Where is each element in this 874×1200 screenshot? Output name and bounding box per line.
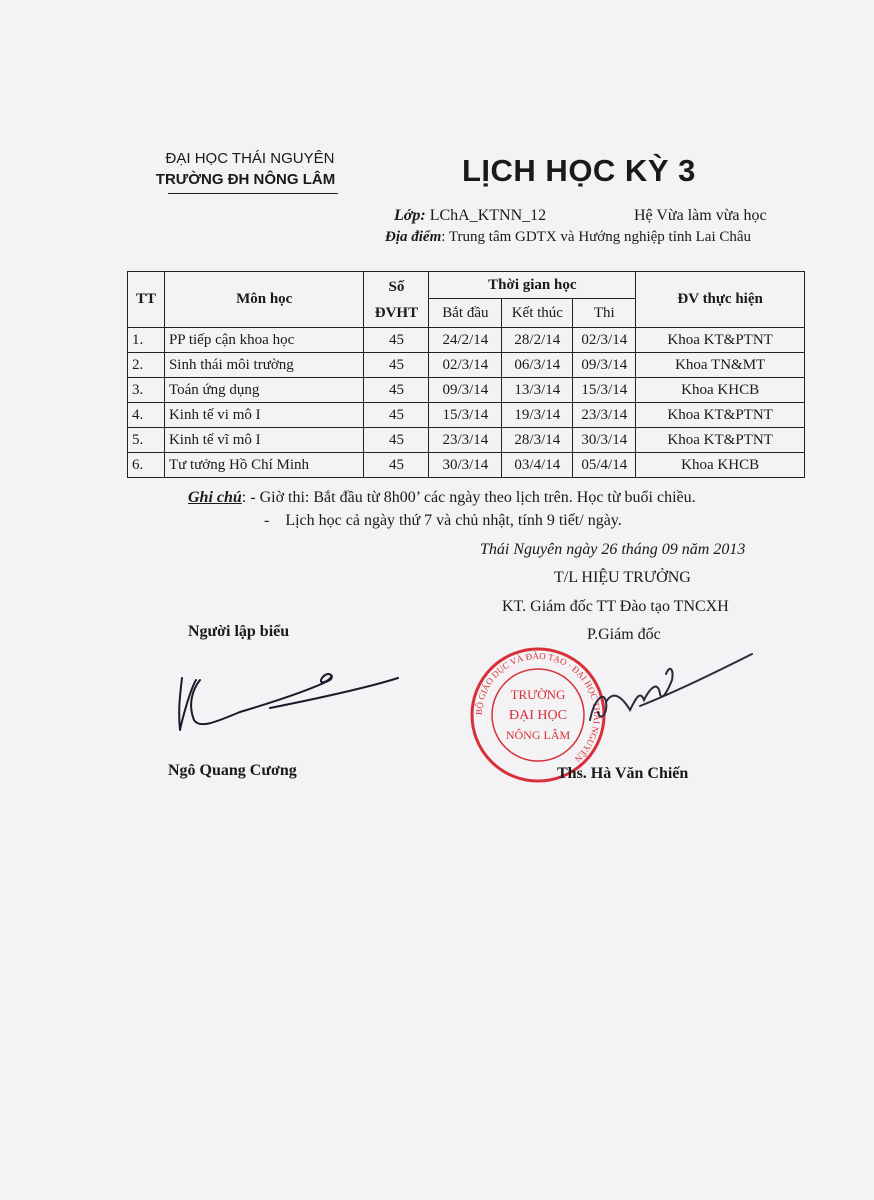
cell-end: 06/3/14 <box>502 353 573 378</box>
header-start: Bắt đầu <box>429 299 502 328</box>
note-label: Ghi chú <box>188 489 242 506</box>
cell-exam: 15/3/14 <box>573 378 636 403</box>
cell-tt: 5. <box>128 428 165 453</box>
header-credits-line1: Số <box>388 278 405 295</box>
seal-line-3: NÔNG LÂM <box>505 728 571 742</box>
note-text-1: : - Giờ thi: Bắt đầu từ 8h00’ các ngày theo lịch trên. Học từ buổi chiều. <box>241 489 696 506</box>
cell-start: 15/3/14 <box>429 403 502 428</box>
authority-line-1: T/L HIỆU TRƯỞNG <box>554 569 691 586</box>
study-system: Hệ Vừa làm vừa học <box>634 207 767 224</box>
cell-start: 30/3/14 <box>429 453 502 478</box>
cell-credits: 45 <box>364 328 429 353</box>
table-header-row <box>128 272 805 299</box>
cell-credits: 45 <box>364 353 429 378</box>
cell-unit: Khoa KHCB <box>636 378 805 403</box>
cell-subject: Sinh thái môi trường <box>164 353 364 378</box>
cell-tt: 1. <box>128 328 165 353</box>
cell-subject: PP tiếp cận khoa học <box>164 328 364 353</box>
cell-start: 09/3/14 <box>429 378 502 403</box>
preparer-name: Ngô Quang Cương <box>168 762 297 779</box>
seal-line-2: ĐẠI HỌC <box>509 708 567 723</box>
table-row <box>128 403 805 428</box>
cell-subject: Toán ứng dụng <box>164 378 364 403</box>
class-info <box>394 207 546 225</box>
signer-signature <box>580 640 760 740</box>
cell-subject: Kinh tế vĩ mô I <box>164 428 364 453</box>
header-exam: Thi <box>573 299 636 328</box>
location-value: : Trung tâm GDTX và Hướng nghiệp tỉnh Lai Châu <box>441 229 752 245</box>
header-subject: Môn học <box>164 272 364 328</box>
cell-tt: 6. <box>128 453 165 478</box>
cell-start: 24/2/14 <box>429 328 502 353</box>
cell-credits: 45 <box>364 428 429 453</box>
authority-line-2: KT. Giám đốc TT Đào tạo TNCXH <box>502 598 729 615</box>
cell-subject: Kinh tế vi mô I <box>164 403 364 428</box>
class-value: LChA_KTNN_12 <box>429 207 547 224</box>
schedule-table <box>127 271 805 478</box>
cell-exam: 23/3/14 <box>573 403 636 428</box>
cell-end: 28/2/14 <box>502 328 573 353</box>
table-row <box>128 353 805 378</box>
preparer-signature <box>160 650 400 760</box>
table-row <box>128 428 805 453</box>
seal-ring-text: BỘ GIÁO DỤC VÀ ĐÀO TẠO · ĐẠI HỌC THÁI NGUYÊN <box>473 650 603 764</box>
cell-exam: 02/3/14 <box>573 328 636 353</box>
header-time: Thời gian học <box>429 272 636 299</box>
cell-unit: Khoa KT&PTNT <box>636 328 805 353</box>
cell-credits: 45 <box>364 453 429 478</box>
cell-start: 23/3/14 <box>429 428 502 453</box>
header-credits <box>364 272 429 328</box>
cell-start: 02/3/14 <box>429 353 502 378</box>
signer-name: Ths. Hà Văn Chiến <box>557 765 689 782</box>
preparer-title: Người lập biểu <box>188 623 290 640</box>
cell-end: 19/3/14 <box>502 403 573 428</box>
header-credits-line2: ĐVHT <box>374 304 419 321</box>
class-label: Lớp: <box>394 207 426 224</box>
cell-tt: 2. <box>128 353 165 378</box>
university-name: ĐẠI HỌC THÁI NGUYÊN <box>165 150 335 167</box>
cell-exam: 30/3/14 <box>573 428 636 453</box>
cell-tt: 4. <box>128 403 165 428</box>
location-label: Địa điểm <box>385 229 442 245</box>
cell-end: 13/3/14 <box>502 378 573 403</box>
cell-exam: 09/3/14 <box>573 353 636 378</box>
location-info <box>385 229 751 246</box>
cell-unit: Khoa KT&PTNT <box>636 403 805 428</box>
cell-unit: Khoa KT&PTNT <box>636 428 805 453</box>
school-underline <box>168 193 338 194</box>
school-name: TRƯỜNG ĐH NÔNG LÂM <box>155 171 336 188</box>
cell-unit: Khoa TN&MT <box>636 353 805 378</box>
note-line-2: - Lịch học cả ngày thứ 7 và chủ nhật, tính 9 tiết/ ngày. <box>264 512 622 529</box>
header-tt: TT <box>128 272 165 328</box>
cell-subject: Tư tưởng Hồ Chí Minh <box>164 453 364 478</box>
cell-end: 28/3/14 <box>502 428 573 453</box>
authority-line-3: P.Giám đốc <box>587 626 661 643</box>
header-end: Kết thúc <box>502 299 573 328</box>
cell-credits: 45 <box>364 378 429 403</box>
issue-date: Thái Nguyên ngày 26 tháng 09 năm 2013 <box>480 541 746 558</box>
cell-exam: 05/4/14 <box>573 453 636 478</box>
table-row <box>128 453 805 478</box>
cell-unit: Khoa KHCB <box>636 453 805 478</box>
document-title: LỊCH HỌC KỲ 3 <box>462 153 696 188</box>
cell-end: 03/4/14 <box>502 453 573 478</box>
note-line-1 <box>188 489 696 507</box>
table-row <box>128 378 805 403</box>
cell-tt: 3. <box>128 378 165 403</box>
cell-credits: 45 <box>364 403 429 428</box>
table-row <box>128 328 805 353</box>
seal-line-1: TRƯỜNG <box>510 687 566 702</box>
header-unit: ĐV thực hiện <box>636 272 805 328</box>
